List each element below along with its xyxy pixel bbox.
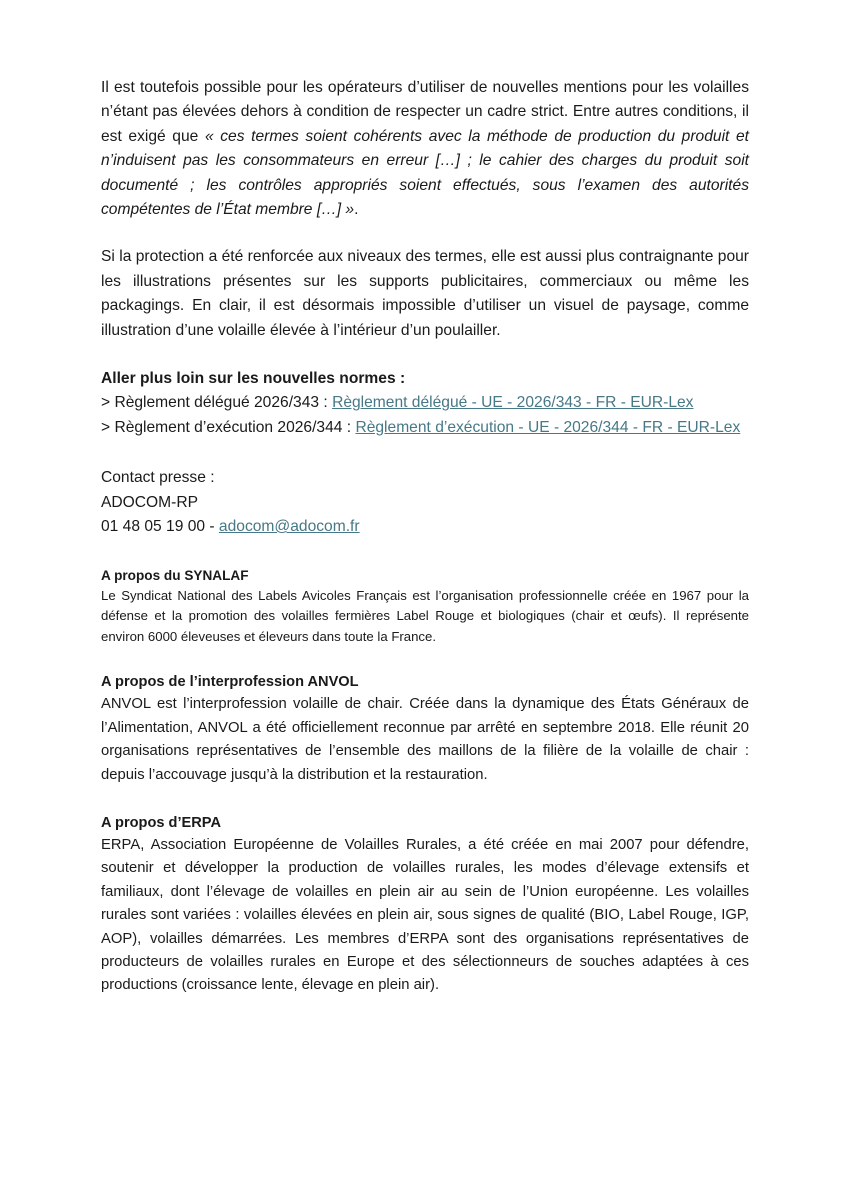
regulation-quote: « ces termes soient cohérents avec la méthode de production du produit et n’induisent pas les consommateurs en erreur […] ; le cahier des charges du produit soit documenté ; les contrôles appropriés soient effectués, sous l’examen des autorités compétentes de l’État membre […] » xyxy=(101,127,749,219)
further-reading-section xyxy=(101,367,749,440)
about-erpa-text: ERPA, Association Européenne de Volailles Rurales, a été créée en mai 2007 pour défendre, soutenir et développer la production de volailles rurales, les modes d’élevage extensifs et familiaux, dont l’élevage de volailles en plein air au sein de l’Union européenne. Les volailles rurales sont variées : volailles élevées en plein air, sous signes de qualité (BIO, Label Rouge, IGP, AOP), volailles démarrées. Les membres d’ERPA sont des organisations représentatives de producteurs de volailles rurales en Europe et des sélectionneurs de souches adaptées à ces productions (croissance lente, élevage en plein air). xyxy=(101,836,749,994)
about-synalaf-section xyxy=(101,566,749,648)
press-contact-section xyxy=(101,466,749,539)
press-contact-phone-line xyxy=(101,515,749,539)
about-synalaf-text: Le Syndicat National des Labels Avicoles Français est l’organisation professionnelle créée en 1967 pour la défense et la promotion des volailles fermières Label Rouge et biologiques (chair et œufs). Il représente environ 6000 éleveuses et éleveurs dans toute la France. xyxy=(101,587,749,644)
paragraph-new-mentions xyxy=(101,76,749,222)
regulation-delegated-label: > Règlement délégué 2026/343 : xyxy=(101,394,333,412)
press-contact-label: Contact presse : xyxy=(101,469,215,487)
about-erpa-section xyxy=(101,812,749,998)
press-contact-agency: ADOCOM-RP xyxy=(101,493,199,511)
press-contact-phone: 01 48 05 19 00 - xyxy=(101,518,219,536)
about-anvol-section xyxy=(101,671,749,787)
regulation-delegated-line xyxy=(101,391,749,415)
about-anvol-heading: A propos de l’interprofession ANVOL xyxy=(101,674,359,691)
regulation-delegated-link[interactable]: Règlement délégué - UE - 2026/343 - FR - EUR-Lex xyxy=(332,394,694,412)
regulation-implementing-label: > Règlement d’exécution 2026/344 : xyxy=(101,418,356,436)
regulation-implementing-link[interactable]: Règlement d’exécution - UE - 2026/344 - FR - EUR-Lex xyxy=(355,418,741,436)
about-anvol-text: ANVOL est l’interprofession volaille de chair. Créée dans la dynamique des États Généraux de l’Alimentation, ANVOL a été officiellement reconnue par arrêté en septembre 2018. Elle réunit 20 organisations représentatives de l’ensemble des maillons de la filière de la volaille de chair : depuis l’accouvage jusqu’à la distribution et la restauration. xyxy=(101,696,749,783)
paragraph-illustrations: Si la protection a été renforcée aux niveaux des termes, elle est aussi plus contraignante pour les illustrations présentes sur les supports publicitaires, commerciaux ou même les packagings. En clair, il est désormais impossible d’utiliser un visuel de paysage, comme illustration d’une volaille élevée à l’intérieur d’un poulailler. xyxy=(101,248,749,339)
press-contact-email-link[interactable]: adocom@adocom.fr xyxy=(218,518,360,536)
paragraph-new-mentions-intro: Il est toutefois possible pour les opérateurs d’utiliser de nouvelles mentions pour les volailles n’étant pas élevées dehors à condition de respecter un cadre strict. Entre autres conditions, il est exigé que xyxy=(101,79,749,145)
regulation-implementing-line xyxy=(101,416,749,440)
about-synalaf-heading: A propos du SYNALAF xyxy=(101,567,249,583)
paragraph-new-mentions-end: . xyxy=(354,201,359,219)
further-reading-heading: Aller plus loin sur les nouvelles normes : xyxy=(101,370,406,388)
about-erpa-heading: A propos d’ERPA xyxy=(101,814,221,831)
